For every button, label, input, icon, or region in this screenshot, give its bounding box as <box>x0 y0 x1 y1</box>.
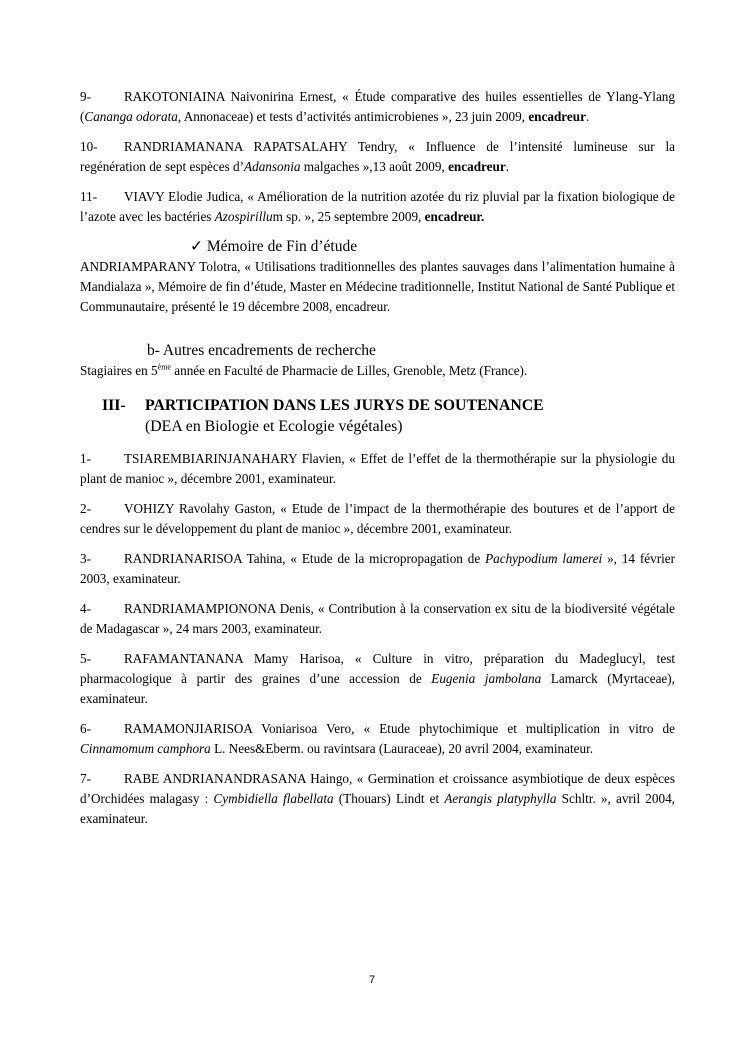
memoire-heading: ✓ Mémoire de Fin d’étude <box>190 238 358 255</box>
list-item: 4- RANDRIAMAMPIONONA Denis, « Contribution à la conservation ex situ de la biodiversité végétale de Madagascar », 24 mars 2003, examinateur. <box>80 601 675 636</box>
autres-text: Stagiaires en 5ème année en Faculté de Pharmacie de Lilles, Grenoble, Metz (France). <box>80 362 528 378</box>
list-item: 10- RANDRIAMANANA RAPATSALAHY Tendry, « Influence de l’intensité lumineuse sur la regénération de sept espèces d’Adansonia malgaches »,13 août 2009, encadreur. <box>80 139 675 174</box>
section-subtitle: (DEA en Biologie et Ecologie végétales) <box>145 418 403 435</box>
page-number: 7 <box>368 974 376 986</box>
document-page <box>80 87 675 839</box>
list-item: 3- RANDRIANARISOA Tahina, « Etude de la micropropagation de Pachypodium lamerei », 14 février 2003, examinateur. <box>80 551 676 586</box>
list-item: 5- RAFAMANTANANA Mamy Harisoa, « Culture in vitro, préparation du Madeglucyl, test pharmacologique à partir des graines d’une accession de Eugenia jambolana Lamarck (Myrtaceae), examinateur. <box>80 651 675 706</box>
list-item: 6- RAMAMONJIARISOA Voniarisoa Vero, « Etude phytochimique et multiplication in vitro de Cinnamomum camphora L. Nees&Eberm. ou ravintsara (Lauraceae), 20 avril 2004, examinateur. <box>80 721 675 756</box>
entry-number: 10- <box>80 139 98 154</box>
list-item: 1- TSIAREMBIARINJANAHARY Flavien, « Effet de l’effet de la thermothérapie sur la physiologie du plant de manioc », décembre 2001, examinateur. <box>80 451 675 486</box>
list-item: 9- RAKOTONIAINA Naivonirina Ernest, « Étude comparative des huiles essentielles de Ylang-Ylang (Cananga odorata, Annonaceae) et tests d’activités antimicrobienes », 23 juin 2009, encadreur. <box>80 89 675 124</box>
list-item: 2- VOHIZY Ravolahy Gaston, « Etude de l’impact de la thermothérapie des boutures et de l’apport de cendres sur le développement du plant de manioc », décembre 2001, examinateur. <box>80 501 675 536</box>
section-heading: III- PARTICIPATION DANS LES JURYS DE SOUTENANCE (DEA en Biologie et Ecologie végétales) <box>80 395 675 437</box>
entry-number: 9- <box>80 89 91 104</box>
memoire-text: ANDRIAMPARANY Tolotra, « Utilisations traditionnelles des plantes sauvages dans l’alimentation humaine à Mandialaza », Mémoire de fin d’étude, Master en Médecine traditionnelle, Institut National de Santé Publique et Communautaire, présenté le 19 décembre 2008, encadreur. <box>80 259 675 314</box>
autres-heading: b- Autres encadrements de recherche <box>147 342 376 359</box>
entry-number: 11- <box>80 189 98 204</box>
list-item: 11- VIAVY Elodie Judica, « Amélioration de la nutrition azotée du riz pluvial par la fixation biologique de l’azote avec les bactéries Azospirillum sp. », 25 septembre 2009, encadreur. <box>80 189 675 224</box>
list-item: 7- RABE ANDRIANANDRASANA Haingo, « Germination et croissance asymbiotique de deux espèces d’Orchidées malagasy : Cymbidiella flabellata (Thouars) Lindt et Aerangis platyphylla Schltr. », avril 2004, examinateur. <box>80 771 675 826</box>
checkmark-icon: ✓ <box>190 238 203 255</box>
